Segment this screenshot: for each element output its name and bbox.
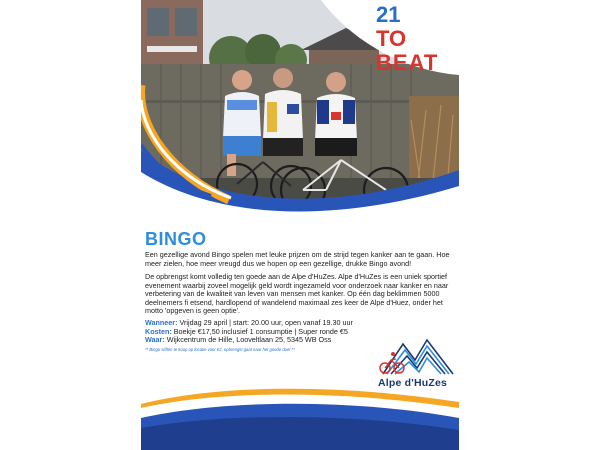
detail-value: Boekje €17,50 inclusief 1 consumptie | Super ronde €5 xyxy=(171,326,348,336)
footnote: ** Bingo stiften te koop op locatie voor €2, opbrengst gaat naar het goede doel ** xyxy=(145,347,295,352)
detail-value: Wijkcentrum de Hille, Looveltlaan 25, 5345 WB Oss xyxy=(164,335,332,345)
logo-to: TO xyxy=(376,26,407,51)
cyclists-photo xyxy=(141,0,459,232)
event-details xyxy=(145,319,395,345)
charity-paragraph: De opbrengst komt volledig ten goede aan de Alpe d'HuZes. Alpe d'HuZes is een uniek sportief evenement waarbij zoveel mogelijk geld wordt ingezameld voor onderzoek naar kanker en naar verbetering van de kwaliteit van leven van mensen met kanker. Op één dag beklimmen 5000 deelnemers fi etsend, hardlopend of wandelend maximaal zes keer de Alpe d'Huez, onder het motto 'opgeven is geen optie'. xyxy=(145,272,449,316)
detail-key: Wanneer: xyxy=(145,318,178,327)
intro-paragraph: Een gezellige avond Bingo spelen met leuke prijzen om de strijd tegen kanker aan te gaan. Hoe meer zielen, hoe meer vreugd dus we hopen op een gezellige, drukke Bingo avond! xyxy=(145,250,450,268)
flyer xyxy=(141,0,459,450)
detail-where xyxy=(145,336,395,345)
alpe-dhuzes-logo-text: Alpe d'HuZes xyxy=(378,377,448,389)
detail-value: Vrijdag 29 april | start: 20.00 uur, open vanaf 19.30 uur xyxy=(177,318,353,327)
event-title: BINGO xyxy=(145,229,207,249)
logo-beat: BEAT xyxy=(376,50,439,75)
logo-number: 21 xyxy=(376,2,401,27)
detail-key: Waar: xyxy=(145,335,165,345)
bottom-swoosh-decoration xyxy=(141,384,459,450)
photo-illustration xyxy=(141,0,459,232)
detail-key: Kosten: xyxy=(145,326,172,336)
